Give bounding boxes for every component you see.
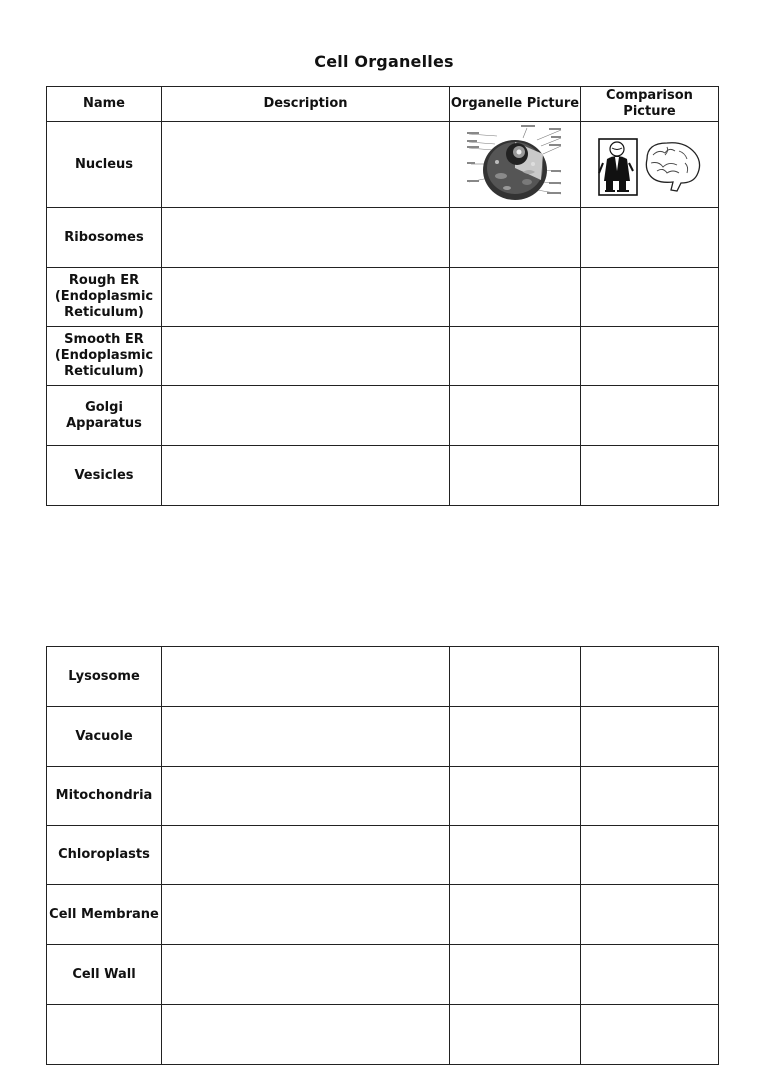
comparison-picture-cell[interactable] — [581, 446, 719, 506]
organelle-picture-cell[interactable] — [450, 647, 581, 707]
organelle-picture-cell[interactable] — [450, 945, 581, 1005]
table-row — [47, 446, 719, 506]
animal-cell-diagram-image — [467, 124, 563, 206]
row-name-vacuole: Vacuole — [47, 707, 162, 767]
table-row — [47, 707, 719, 767]
table-row — [47, 386, 719, 446]
table-row — [47, 945, 719, 1005]
row-name-golgi-apparatus: Golgi Apparatus — [47, 386, 162, 446]
comparison-picture-cell[interactable] — [581, 826, 719, 885]
organelle-picture-cell[interactable] — [450, 386, 581, 446]
description-cell[interactable] — [162, 707, 450, 767]
comparison-picture-cell[interactable] — [581, 767, 719, 826]
comparison-picture-cell — [581, 122, 719, 208]
description-cell[interactable] — [162, 268, 450, 327]
comparison-picture-cell[interactable] — [581, 208, 719, 268]
row-name-cell-membrane: Cell Membrane — [47, 885, 162, 945]
header-organelle-picture: Organelle Picture — [450, 87, 581, 122]
organelle-picture-cell[interactable] — [450, 707, 581, 767]
comparison-picture-cell[interactable] — [581, 707, 719, 767]
row-name-ribosomes: Ribosomes — [47, 208, 162, 268]
row-name-mitochondria: Mitochondria — [47, 767, 162, 826]
organelle-picture-cell[interactable] — [450, 268, 581, 327]
description-cell[interactable] — [162, 767, 450, 826]
comparison-picture-cell[interactable] — [581, 386, 719, 446]
boss-and-brain-cartoon-image — [597, 133, 703, 197]
comparison-picture-cell[interactable] — [581, 885, 719, 945]
description-cell[interactable] — [162, 446, 450, 506]
header-description: Description — [162, 87, 450, 122]
organelle-picture-cell[interactable] — [450, 885, 581, 945]
description-cell[interactable] — [162, 208, 450, 268]
organelle-picture-cell[interactable] — [450, 208, 581, 268]
description-cell[interactable] — [162, 647, 450, 707]
description-cell[interactable] — [162, 386, 450, 446]
organelle-table-1 — [46, 86, 719, 506]
table-row — [47, 647, 719, 707]
comparison-picture-cell[interactable] — [581, 945, 719, 1005]
row-name-nucleus: Nucleus — [47, 122, 162, 208]
header-name: Name — [47, 87, 162, 122]
header-row — [47, 87, 719, 122]
row-name-lysosome: Lysosome — [47, 647, 162, 707]
description-cell[interactable] — [162, 122, 450, 208]
page-title: Cell Organelles — [314, 52, 454, 71]
description-cell[interactable] — [162, 327, 450, 386]
table-row — [47, 767, 719, 826]
organelle-picture-cell[interactable] — [450, 1005, 581, 1065]
table-row — [47, 885, 719, 945]
organelle-picture-cell[interactable] — [450, 327, 581, 386]
row-name-rough-er: Rough ER (Endoplasmic Reticulum) — [47, 268, 162, 327]
table-row — [47, 1005, 719, 1065]
comparison-picture-cell[interactable] — [581, 647, 719, 707]
row-name-smooth-er: Smooth ER (Endoplasmic Reticulum) — [47, 327, 162, 386]
organelle-table-2 — [46, 646, 719, 1065]
organelle-picture-cell — [450, 122, 581, 208]
description-cell[interactable] — [162, 945, 450, 1005]
comparison-picture-cell[interactable] — [581, 1005, 719, 1065]
row-name-vesicles: Vesicles — [47, 446, 162, 506]
row-name-cell-wall: Cell Wall — [47, 945, 162, 1005]
description-cell[interactable] — [162, 885, 450, 945]
table-row — [47, 122, 719, 208]
comparison-picture-cell[interactable] — [581, 327, 719, 386]
organelle-picture-cell[interactable] — [450, 826, 581, 885]
organelle-picture-cell[interactable] — [450, 446, 581, 506]
comparison-picture-cell[interactable] — [581, 268, 719, 327]
row-name-blank — [47, 1005, 162, 1065]
table-row — [47, 826, 719, 885]
header-comparison-picture: Comparison Picture — [581, 87, 719, 122]
table-row — [47, 268, 719, 327]
table-row — [47, 208, 719, 268]
description-cell[interactable] — [162, 1005, 450, 1065]
table-row — [47, 327, 719, 386]
organelle-picture-cell[interactable] — [450, 767, 581, 826]
description-cell[interactable] — [162, 826, 450, 885]
row-name-chloroplasts: Chloroplasts — [47, 826, 162, 885]
